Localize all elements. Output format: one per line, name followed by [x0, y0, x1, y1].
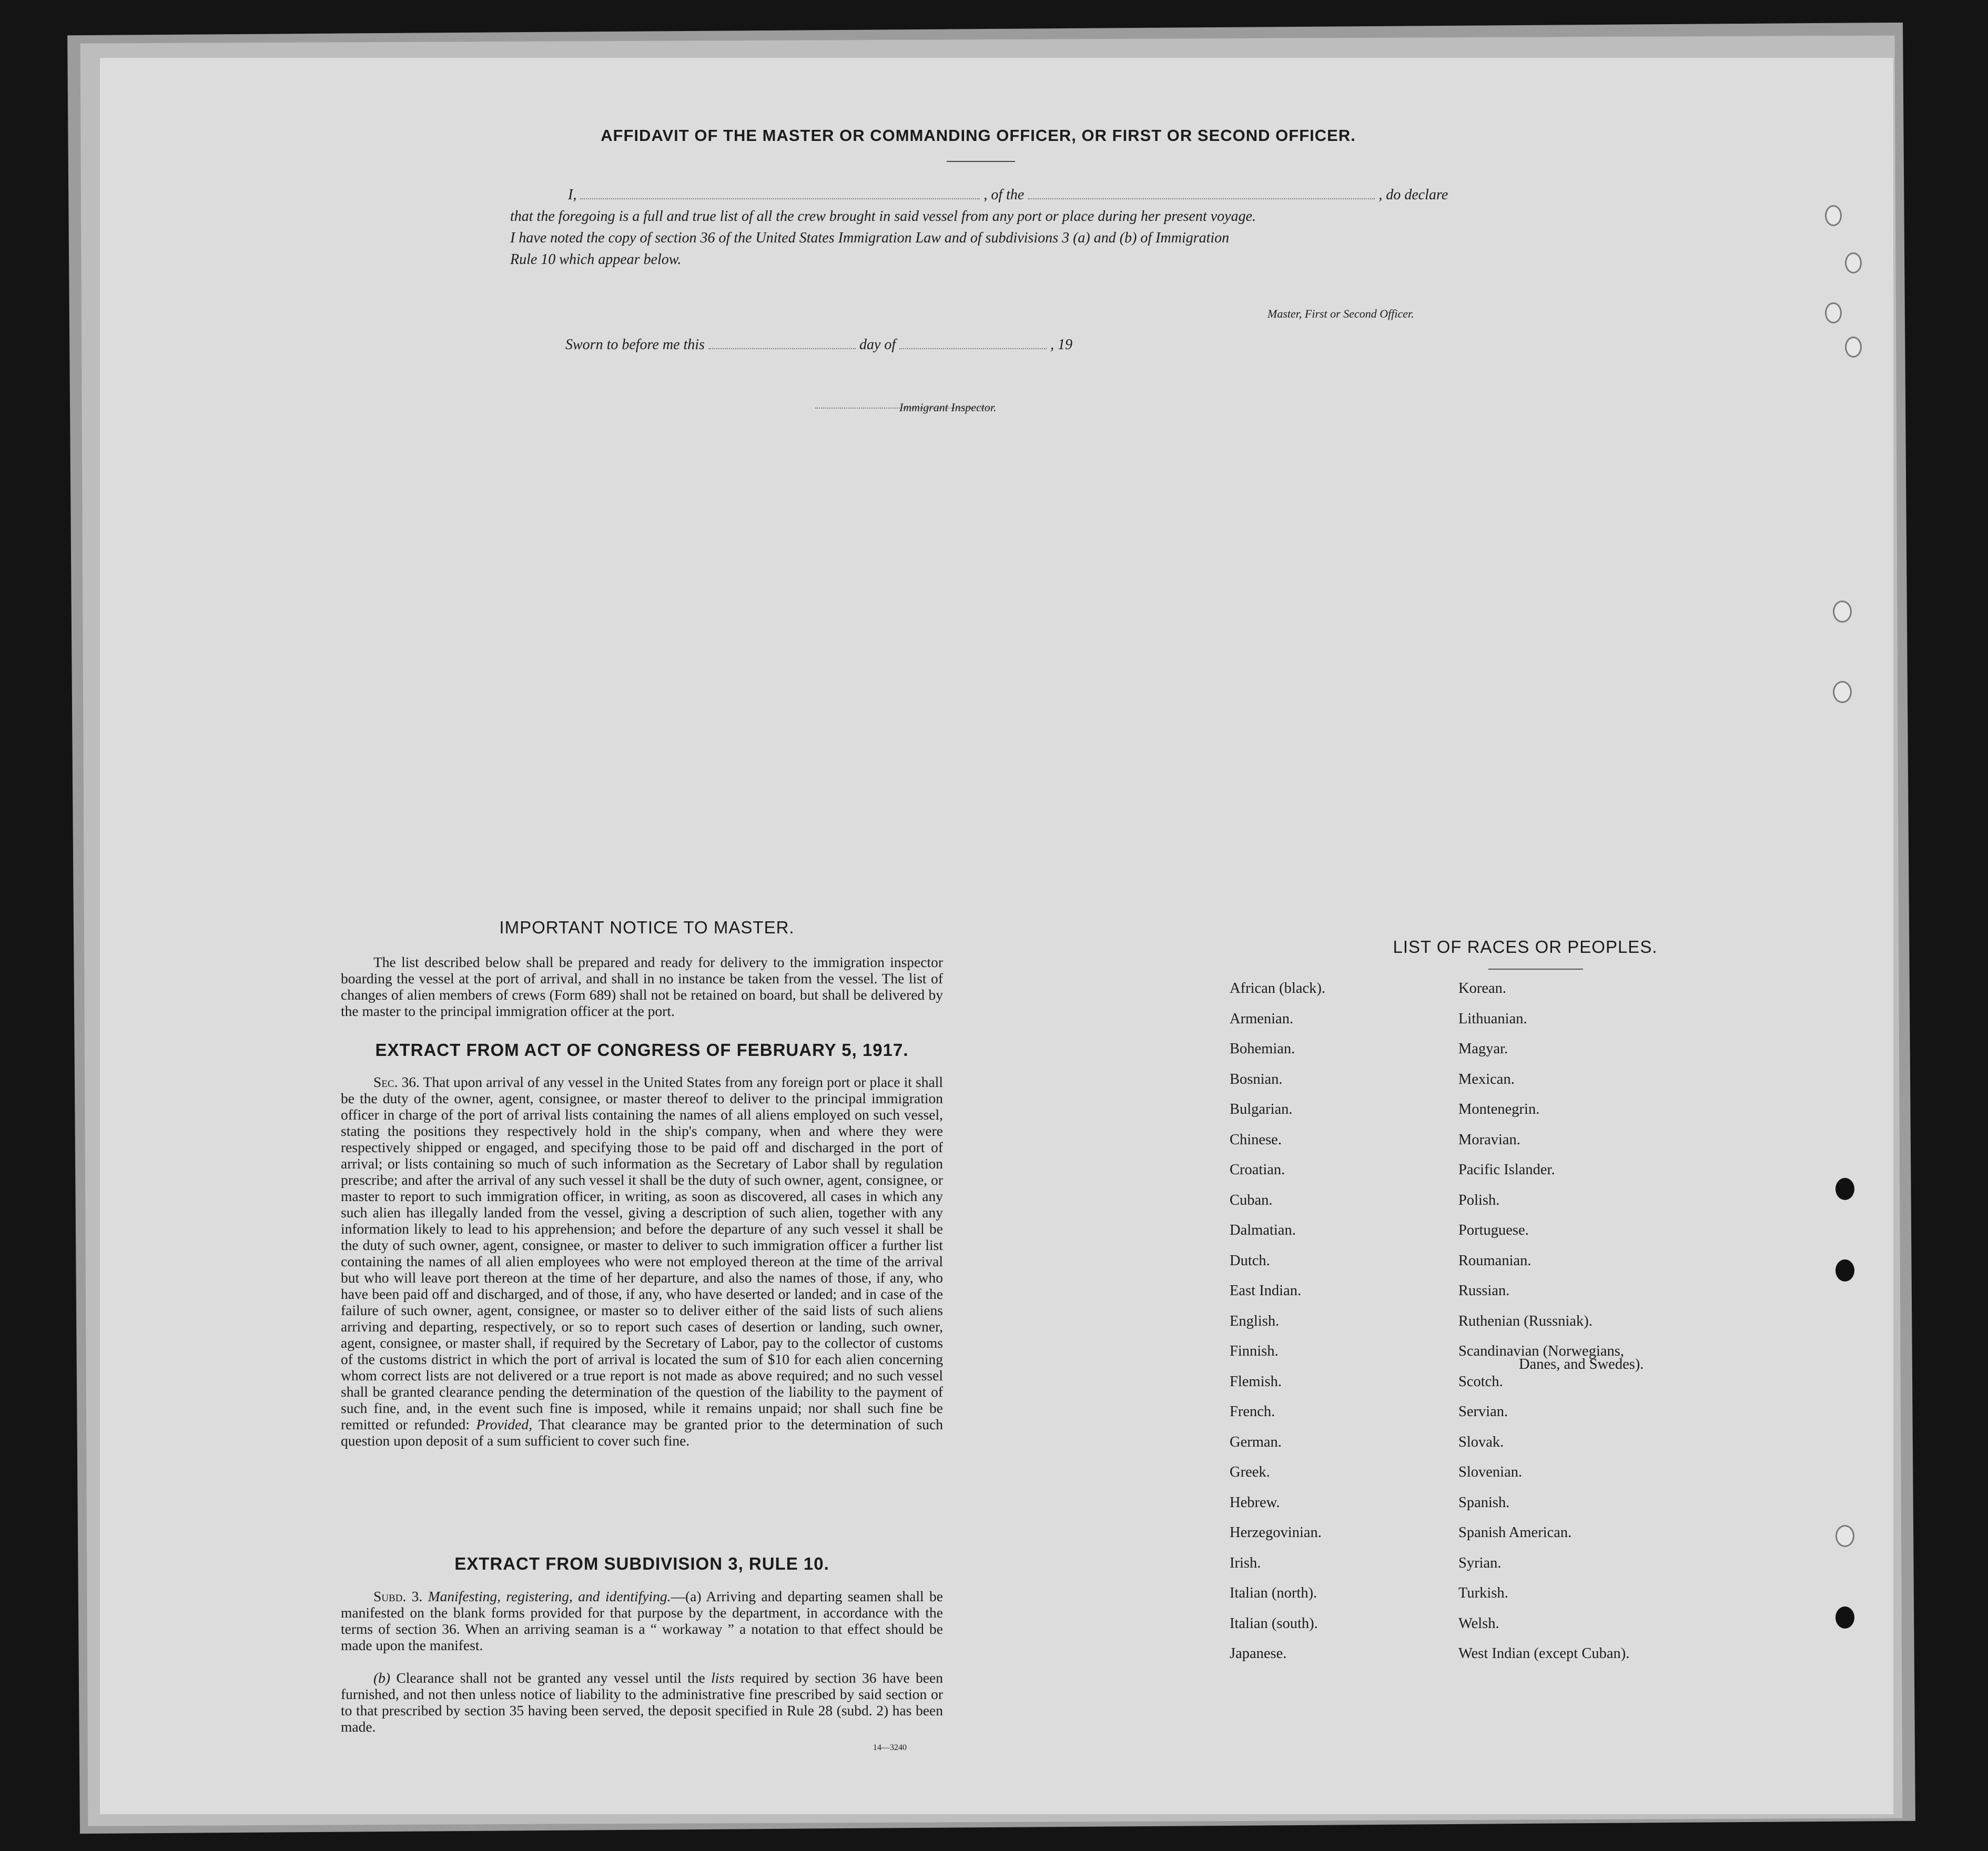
para-b-mark: (b) — [373, 1670, 391, 1686]
section-text: That upon arrival of any vessel in the United States from any foreign port or place it shall be the duty of the owner, agent, consignee, or master thereof to deliver to the principal immigration officer in charge of the port of arrival lists containing the names of all aliens employed on such vessel, stating the positions they respectively hold in the ship's company, when and where they were respectively shipped or engaged, and specifying those to be paid off and discharged in the port of arrival; or lists containing so much of such information as the Secretary of Labor shall by regulation prescribe; and after the arrival of any such vessel it shall be the duty of such owner, agent, consignee, or master to report to such immigration officer, in writing, as soon as discovered, all cases in which any such alien has illegally landed from the vessel, giving a description of such alien, together with any information likely to lead to his apprehension; and before the departure of any such vessel it shall be the duty of such owner, agent, consignee, or master to deliver to such immigration officer a further list containing the names of all alien employees who were not employed thereon at the time of the arrival but who will leave port thereon at the time of her departure, and also the names of those, if any, who have been paid off and discharged, and of those, if any, who have deserted or landed; and in case of the failure of such owner, agent, consignee, or master so to deliver either of the said lists of such aliens arriving and departing, respectively, or so to report such cases of desertion or landing, such owner, agent, consignee, or master shall, if required by the Secretary of Labor, pay to the collector of customs of the customs district in which the port of arrival is located the sum of $10 for each alien concerning whom correct lists are not delivered or a true report is not made as above required; and no such vessel shall be granted clearance pending the determination of the question of the liability to the payment of such fine, and, in the event such fine is imposed, while it remains unpaid; nor shall such fine be remitted or refunded: — [341, 1074, 943, 1432]
inspector-label: Immigrant Inspector. — [899, 401, 997, 414]
para-b-lists-word: lists — [711, 1670, 735, 1686]
race-item: Mexican. — [1458, 1071, 1515, 1087]
race-item: English. — [1230, 1313, 1280, 1329]
race-item: Bohemian. — [1230, 1041, 1295, 1057]
proviso-word: Provided, — [476, 1416, 532, 1432]
race-item: French. — [1230, 1403, 1275, 1420]
binder-hole — [1845, 252, 1862, 273]
race-item: Servian. — [1458, 1403, 1508, 1420]
race-item: Ruthenian (Russniak). — [1458, 1313, 1593, 1329]
para-a-text: Arriving and departing seamen shall be manifested on the blank forms provided for that purpose by the department, in accordance with the terms of section 36. When an arriving seaman is a “ workaway ” a notation to that effect should be made upon the manifest. — [341, 1588, 943, 1653]
race-item: Spanish. — [1458, 1494, 1510, 1511]
declarant-label: I, — [568, 187, 577, 203]
race-item: Dutch. — [1230, 1252, 1270, 1269]
binder-hole — [1825, 205, 1842, 226]
race-item: Japanese. — [1230, 1645, 1287, 1662]
signature-label: Master, First or Second Officer. — [1267, 307, 1414, 320]
subdivision-label: Subd. 3. — [373, 1588, 423, 1604]
race-item: Lithuanian. — [1458, 1010, 1527, 1027]
section-label: Sec. 36. — [373, 1074, 420, 1090]
month-blank — [899, 348, 1047, 349]
day-of-label: day of — [859, 337, 896, 353]
declaration-line-4: Rule 10 which appear below. — [510, 251, 682, 268]
section-text-end: That clearance may be granted prior to the determination of such question upon deposit of a sum sufficient to cover such fine. — [341, 1416, 943, 1449]
race-item: Welsh. — [1458, 1615, 1499, 1632]
race-item: Scandinavian (Norwegians, — [1458, 1343, 1624, 1359]
race-item: Roumanian. — [1458, 1252, 1531, 1269]
affidavit-title: AFFIDAVIT OF THE MASTER OR COMMANDING OFFICER, OR FIRST OR SECOND OFFICER. — [601, 126, 1356, 145]
binder-hole — [1835, 1178, 1854, 1200]
binder-hole — [1833, 681, 1852, 703]
sworn-line — [565, 337, 1072, 353]
race-item: Slovenian. — [1458, 1464, 1523, 1480]
form-number: 14—3240 — [873, 1743, 907, 1752]
race-item: Chinese. — [1230, 1131, 1282, 1148]
race-item: West Indian (except Cuban). — [1458, 1645, 1630, 1662]
race-item: Spanish American. — [1458, 1524, 1572, 1541]
race-item: Danes, and Swedes). — [1519, 1356, 1644, 1372]
rule-extract-para-b — [341, 1670, 943, 1735]
race-item: Cuban. — [1230, 1192, 1273, 1208]
race-item: Polish. — [1458, 1192, 1500, 1208]
race-item: Croatian. — [1230, 1162, 1285, 1178]
race-item: Irish. — [1230, 1554, 1261, 1571]
race-item: Pacific Islander. — [1458, 1162, 1555, 1178]
race-item: African (black). — [1230, 980, 1325, 996]
race-item: Moravian. — [1458, 1131, 1520, 1148]
of-the-label: , of the — [983, 187, 1025, 203]
declaration-line-2: that the foregoing is a full and true list of all the crew brought in said vessel from any port or place during her present voyage. — [510, 208, 1256, 225]
binder-hole — [1833, 601, 1852, 623]
race-item: Bulgarian. — [1230, 1101, 1293, 1117]
race-item: Bosnian. — [1230, 1071, 1283, 1087]
race-item: Hebrew. — [1230, 1494, 1280, 1511]
act-extract-body — [341, 1074, 943, 1449]
notice-body — [341, 954, 943, 1019]
race-item: Portuguese. — [1458, 1222, 1529, 1238]
notice-text: The list described below shall be prepared and ready for delivery to the immigration inspector boarding the vessel at the port of arrival, and shall in no instance be taken from the vessel. The list of changes of alien members of crews (Form 689) shall not be retained on board, but shall be delivered by the master to the principal immigration officer at the port. — [341, 954, 943, 1019]
notice-title: IMPORTANT NOTICE TO MASTER. — [499, 918, 795, 937]
races-left-column — [1230, 981, 1325, 1676]
binder-hole — [1825, 302, 1842, 323]
vessel-name-blank — [1028, 198, 1375, 199]
race-item: Herzegovinian. — [1230, 1524, 1322, 1541]
race-item: Flemish. — [1230, 1373, 1282, 1390]
subdivision-heading: Manifesting, registering, and identifying. — [428, 1588, 671, 1604]
race-item: Montenegrin. — [1458, 1101, 1540, 1117]
race-item: Armenian. — [1230, 1010, 1294, 1027]
binder-hole — [1835, 1525, 1854, 1547]
race-item: German. — [1230, 1433, 1282, 1450]
race-item: Slovak. — [1458, 1433, 1504, 1450]
sworn-label: Sworn to before me this — [565, 337, 705, 353]
race-item: Syrian. — [1458, 1554, 1502, 1571]
para-b-text: Clearance shall not be granted any vessel until the — [396, 1670, 705, 1686]
races-right-column — [1458, 981, 1644, 1676]
race-item: Finnish. — [1230, 1343, 1279, 1359]
act-extract-title: EXTRACT FROM ACT OF CONGRESS OF FEBRUARY 5, 1917. — [375, 1040, 909, 1060]
races-title: LIST OF RACES OR PEOPLES. — [1393, 937, 1658, 957]
binder-hole — [1845, 337, 1862, 358]
race-item: Turkish. — [1458, 1585, 1508, 1601]
race-item: Scotch. — [1458, 1373, 1503, 1390]
declaration-line-3: I have noted the copy of section 36 of the United States Immigration Law and of subdivisions 3 (a) and (b) of Immigration — [510, 230, 1230, 246]
rule-extract-title: EXTRACT FROM SUBDIVISION 3, RULE 10. — [454, 1554, 829, 1573]
title-rule — [947, 161, 1015, 162]
binder-hole — [1835, 1259, 1854, 1282]
race-item: Korean. — [1458, 980, 1506, 996]
year-label: , 19 — [1050, 337, 1073, 353]
do-declare-label: , do declare — [1378, 187, 1448, 203]
manifest-back-page — [100, 58, 1893, 1814]
rule-extract-para-a — [341, 1588, 943, 1653]
day-blank — [708, 348, 856, 349]
declarant-name-blank — [580, 198, 980, 199]
race-item: Italian (south). — [1230, 1615, 1318, 1632]
races-rule — [1488, 969, 1583, 970]
binder-hole — [1835, 1606, 1854, 1629]
declaration-line — [568, 187, 1448, 204]
para-b-text-end: required by section 36 have been furnished, and not then unless notice of liability to the administrative fine prescribed by said section or to that prescribed by section 35 having been served, the deposit specified in Rule 28 (subd. 2) has been made. — [341, 1670, 944, 1735]
race-item: Dalmatian. — [1230, 1222, 1296, 1238]
para-a-mark: —(a) — [671, 1588, 702, 1604]
race-item: Greek. — [1230, 1464, 1270, 1480]
race-item: East Indian. — [1230, 1283, 1302, 1299]
race-item: Italian (north). — [1230, 1585, 1317, 1601]
race-item: Russian. — [1458, 1283, 1510, 1299]
race-item: Magyar. — [1458, 1041, 1508, 1057]
